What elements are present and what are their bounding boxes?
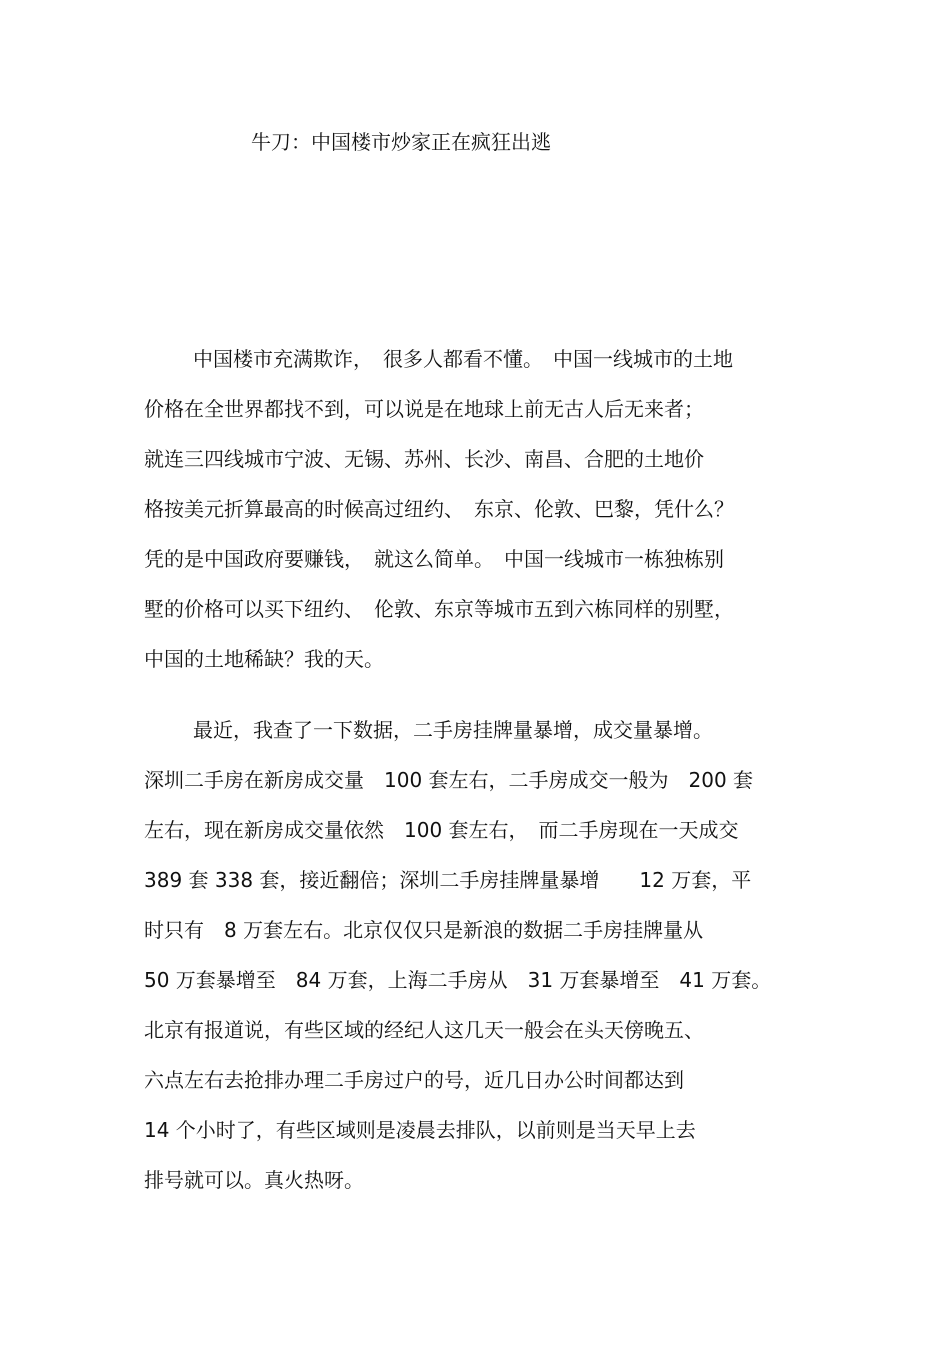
paragraph-line: 中国楼市充满欺诈， 很多人都看不懂。 中国一线城市的土地 [193,347,733,371]
paragraph-line: 深圳二手房在新房成交量 100 套左右，二手房成交一般为 200 套 [144,768,754,792]
paragraph-line: 就连三四线城市宁波、无锡、苏州、长沙、南昌、合肥的土地价 [144,447,704,471]
paragraph-line: 格按美元折算最高的时候高过纽约、 东京、伦敦、巴黎，凭什么？ [144,497,734,521]
paragraph-line: 排号就可以。真火热呀。 [144,1168,364,1192]
paragraph-line: 389 套 338 套，接近翻倍；深圳二手房挂牌量暴增 12 万套，平 [144,868,752,892]
paragraph-line: 时只有 8 万套左右。北京仅仅只是新浪的数据二手房挂牌量从 [144,918,704,942]
paragraph-line: 北京有报道说，有些区域的经纪人这几天一般会在头天傍晚五、 [144,1018,704,1042]
paragraph-line: 凭的是中国政府要赚钱， 就这么简单。 中国一线城市一栋独栋别 [144,547,724,571]
paragraph-line: 左右，现在新房成交量依然 100 套左右， 而二手房现在一天成交 [144,818,739,842]
paragraph-line: 14 个小时了，有些区域则是凌晨去排队，以前则是当天早上去 [144,1118,696,1142]
paragraph-line: 六点左右去抢排办理二手房过户的号，近几日办公时间都达到 [144,1068,684,1092]
paragraph-line: 价格在全世界都找不到，可以说是在地球上前无古人后无来者； [144,397,704,421]
document-title: 牛刀：中国楼市炒家正在疯狂出逃 [251,130,551,154]
paragraph-line: 最近，我查了一下数据，二手房挂牌量暴增，成交量暴增。 [193,718,713,742]
paragraph-line: 墅的价格可以买下纽约、 伦敦、东京等城市五到六栋同样的别墅， [144,597,734,621]
paragraph-line: 中国的土地稀缺？我的天。 [144,647,384,671]
paragraph-line: 50 万套暴增至 84 万套，上海二手房从 31 万套暴增至 41 万套。 [144,968,772,992]
